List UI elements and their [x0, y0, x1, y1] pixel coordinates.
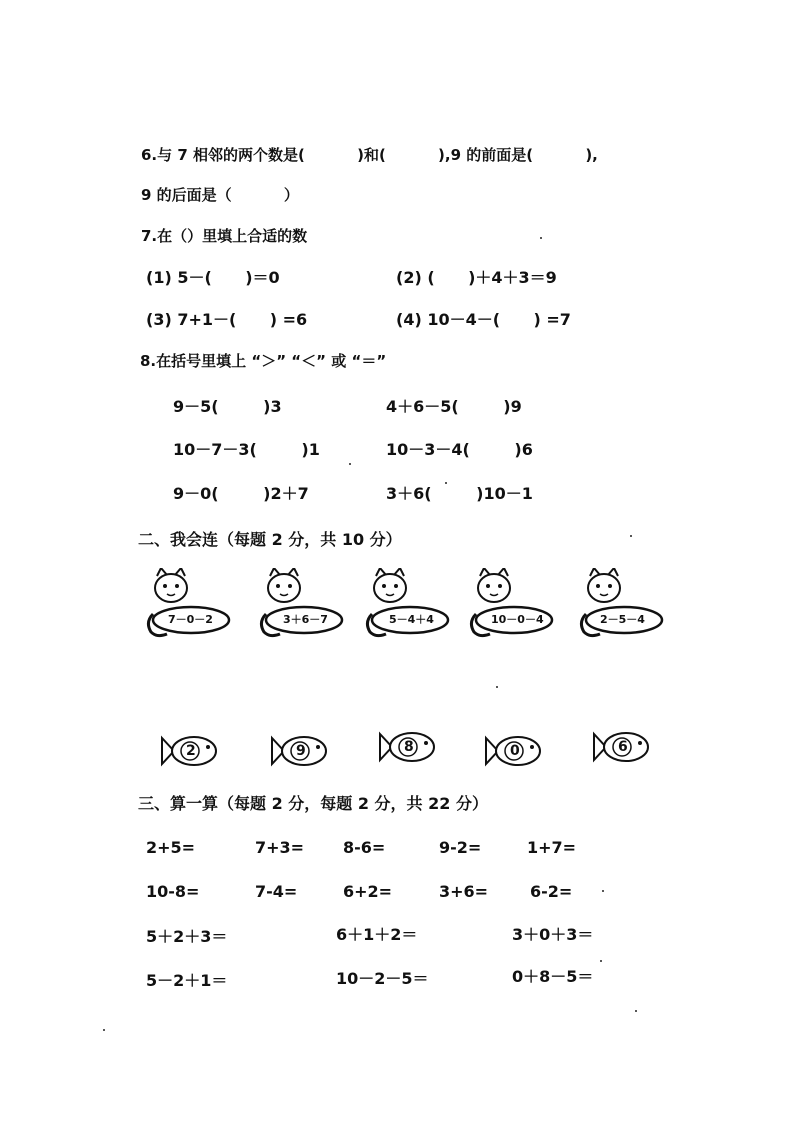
cat-equation-5: 2－5－4	[600, 613, 645, 626]
cat-equation-4: 10－0－4	[491, 613, 544, 626]
calc-r2-c1: 10-8=	[146, 882, 200, 901]
cat-equation-1: 7－0－2	[168, 613, 213, 626]
calc-r2-c2: 7-4=	[255, 882, 298, 901]
q7-item-4: (4) 10－4－( ) =7	[396, 310, 571, 329]
calc-r3-c3: 3＋0＋3＝	[512, 925, 594, 944]
q7-title: 7.在（）里填上合适的数	[141, 227, 308, 245]
cat-icon	[466, 568, 556, 648]
calc-r2-c5: 6-2=	[530, 882, 573, 901]
q8-item-4: 10－3－4( )6	[386, 440, 533, 459]
cat-icon	[256, 568, 346, 648]
cat-card-5	[576, 568, 666, 648]
q8-item-1: 9－5( )3	[173, 397, 282, 416]
calc-r3-c2: 6＋1＋2＝	[336, 925, 418, 944]
calc-r4-c2: 10－2－5＝	[336, 969, 429, 988]
calc-r3-c1: 5＋2＋3＝	[146, 927, 228, 946]
section2-title: 二、我会连（每题 2 分，共 10 分）	[138, 530, 402, 549]
q8-item-5: 9－0( )2＋7	[173, 484, 309, 503]
q6-line1: 6.与 7 相邻的两个数是( )和( ),9 的前面是( ),	[141, 146, 598, 164]
calc-r2-c3: 6+2=	[343, 882, 393, 901]
cat-card-4	[466, 568, 556, 648]
scan-speck	[602, 890, 604, 892]
calc-r1-c3: 8-6=	[343, 838, 386, 857]
cat-icon	[143, 568, 233, 648]
calc-r1-c1: 2+5=	[146, 838, 196, 857]
cat-equation-3: 5－4＋4	[389, 613, 434, 626]
scan-speck	[635, 1010, 637, 1012]
scan-speck	[540, 237, 542, 239]
fish-number-2: 9	[296, 743, 306, 759]
fish-number-4: 0	[510, 743, 520, 759]
q8-title: 8.在括号里填上 “＞” “＜” 或 “＝”	[140, 352, 387, 370]
fish-number-5: 6	[618, 739, 628, 755]
cat-card-1	[143, 568, 233, 648]
cat-icon	[362, 568, 452, 648]
calc-r4-c3: 0＋8－5＝	[512, 967, 594, 986]
fish-number-1: 2	[186, 743, 196, 759]
scan-speck	[600, 960, 602, 962]
calc-r2-c4: 3+6=	[439, 882, 489, 901]
cat-card-3	[362, 568, 452, 648]
q8-item-3: 10－7－3( )1	[173, 440, 320, 459]
q7-item-1: (1) 5－( )＝0	[146, 268, 280, 287]
q7-item-3: (3) 7+1－( ) =6	[146, 310, 308, 329]
cat-icon	[576, 568, 666, 648]
q8-item-6: 3＋6( )10－1	[386, 484, 533, 503]
cat-equation-2: 3＋6－7	[283, 613, 328, 626]
fish-number-3: 8	[404, 739, 414, 755]
q8-item-2: 4＋6－5( )9	[386, 397, 522, 416]
q6-line2: 9 的后面是（ ）	[141, 186, 299, 204]
q7-item-2: (2) ( )＋4＋3＝9	[396, 268, 557, 287]
scan-speck	[496, 686, 498, 688]
calc-r4-c1: 5－2＋1＝	[146, 971, 228, 990]
calc-r1-c4: 9-2=	[439, 838, 482, 857]
cat-card-2	[256, 568, 346, 648]
scan-speck	[103, 1029, 105, 1031]
calc-r1-c2: 7+3=	[255, 838, 305, 857]
scan-speck	[349, 463, 351, 465]
calc-r1-c5: 1+7=	[527, 838, 577, 857]
scan-speck	[630, 535, 632, 537]
scan-speck	[445, 482, 447, 484]
section3-title: 三、算一算（每题 2 分，每题 2 分，共 22 分）	[138, 794, 488, 813]
